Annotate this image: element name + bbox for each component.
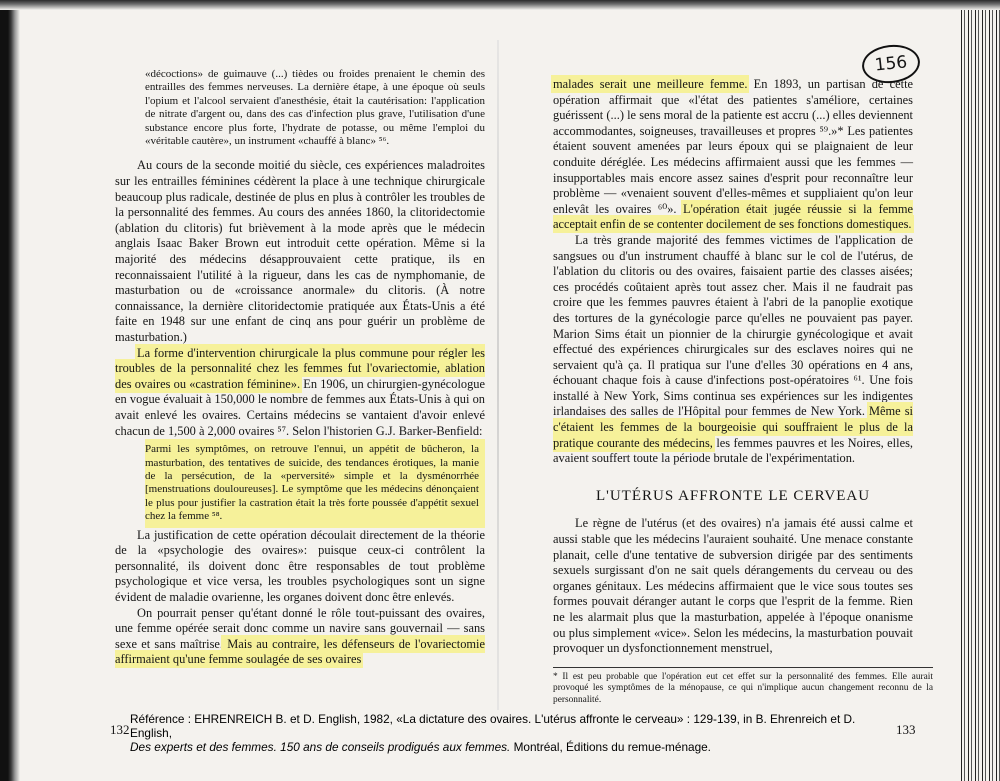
- page-number-right: 133: [896, 722, 916, 737]
- paragraph-text: La très grande majorité des femmes victimes de l'application de sangsues ou d'un instrument chauffé à blanc sur le col de l'utérus, de l'ablation du clitoris ou des ovaires, faisaient partie des classes aisées; ces procédés coûtaient après tout assez cher. Mais il ne faudrait pas croire que les femmes pauvres étaient à l'abri de la panoplie exotique des tortures de la gynécologie parce qu'elles ne pouvaient pas payer. Marion Sims était un pionnier de la chirurgie gynécologique et avait effectué des expériences chirurgicales sur des esclaves noires qui ne servaient qu'à ça. Il pratiqua sur l'une d'elles 30 opérations en 4 ans, échouant chaque fois à cause d'infections post-opératoires ⁶¹. Une fois installé à New York, Sims continua ses expériences sur les indigentes irlandaises des salles de l'Hôpital pour femmes de New York.: [553, 232, 913, 419]
- reference-book-title: Des experts et des femmes. 150 ans de conseils prodigués aux femmes.: [130, 740, 511, 754]
- paragraph-text: En 1893, un partisan de cette opération affirmait que «l'état des patientes s'améliore, certaines guérissent (...) le sens moral de la patiente est accru (...) elles deviennent accommodantes, soigneuses, travailleuses et propres ⁵⁹.»* Les patientes étaient souvent amenées par leurs époux qui se plaignaient de leur conduite déréglée. Les médecins affirmaient aussi que les femmes — insupportables mais encore assez saines d'esprit pour reconnaître leur problème — «venaient souvent d'elles-mêmes et suppliaient qu'on leur enlevât les ovaires ⁶⁰».: [553, 77, 914, 216]
- handwritten-page-note: 156: [860, 42, 922, 86]
- paragraph: Au cours de la seconde moitié du siècle, ces expériences maladroites sur les entrailles féminines cédèrent la place à une technique chirurgicale beaucoup plus radicale, destinée de plus en plus à contrôler les troubles de la personnalité des femmes. Au cours des années 1860, la clitoridectomie (ablation du clitoris) fut brièvement à la mode après que le médecin anglais Isaac Baker Brown eut introduit cette opération. Même si la majorité des médecins désapprouvaient cette pratique, ils en reconnaissaient l'utilité à la rigueur, dans les cas de nymphomanie, de masturbation ou de «croissance anormale» du clitoris. (À notre connaissance, la dernière clitoridectomie pratiquée aux États-Unis a été faite en 1948 sur une enfant de cinq ans pour guérir un problème de masturbation.): [115, 158, 485, 344]
- paragraph-text: les femmes pauvres et les Noires, elles, avaient souffert toute la période brutale de l'expérimentation.: [553, 435, 913, 466]
- reference-citation: [130, 712, 870, 754]
- footnote-text: * Il est peu probable que l'opération eut cet effet sur la personnalité des femmes. Elle aurait provoqué les symptômes de la ménopause, ce qui n'implique aucun changement reconnu de la personnalité.: [553, 671, 933, 705]
- paragraph: [115, 606, 485, 668]
- highlighted-text: La forme d'intervention chirurgicale la plus commune pour régler les troubles de la personnalité chez les femmes fut l'ovariectomie, ablation des ovaires ou «castration féminine».: [115, 345, 485, 391]
- reference-line-2: [130, 740, 870, 754]
- paragraph: [553, 77, 913, 233]
- scan-top-edge: [0, 0, 1000, 10]
- scan-right-edge: [958, 0, 1000, 781]
- reference-line-1: Référence : EHRENREICH B. et D. English, 1982, «La dictature des ovaires. L'utérus affronte le cerveau» : 129-139, in B. Ehrenreich et D. English,: [130, 712, 856, 740]
- highlighted-text: Mais au contraire, les défenseurs de l'ovariectomie affirmaient qu'une femme soulagée de ses ovaires: [115, 636, 485, 667]
- paragraph: Le règne de l'utérus (et des ovaires) n'a jamais été aussi calme et aussi stable que les médecins l'auraient souhaité. Une menace constante planait, celle d'une tentative de subversion dirigée par des sentiments sexuels surgissant d'on ne sait quels dérangements du cerveau ou des organes génitaux. Les médecins affirmaient que le vice sous toutes ses formes pouvait déranger autant le corps que l'esprit de la femme. Rien ne les alarmait plus que la masturbation, appelée à l'époque onanisme ou plus simplement «vice». Selon les médecins, la masturbation pouvait provoquer un dysfonctionnement menstruel,: [553, 516, 913, 656]
- page-gutter: [497, 40, 499, 710]
- left-page-column: [115, 68, 485, 668]
- paragraph-text: En 1906, un chirurgien-gynécologue en vogue évaluait à 150,000 le nombre de femmes aux États-Unis à qui on avait enlevé les ovaires. Certains médecins se vantaient d'avoir enlevé chacun de 1,500 à 2,000 ovaires ⁵⁷. Selon l'historien G.J. Barker-Benfield:: [115, 376, 485, 438]
- highlighted-text: Même si c'étaient les femmes de la bourgeoisie qui souffraient le plus de la pratique courante des médecins,: [553, 404, 913, 450]
- highlighted-quote-block: Parmi les symptômes, on retrouve l'ennui, un appétit de bûcheron, la masturbation, des tentatives de suicide, des tendances érotiques, la manie de la persécution, de la «perversité» simple et la dysménorrhée [menstruations douloureuses]. Le symptôme que les médecins dénonçaient le plus pour justifier la castration était la très forte poussée d'appétit sexuel chez la femme ⁵⁸.: [145, 439, 485, 527]
- right-page-column: [553, 77, 933, 707]
- scan-left-edge: [0, 0, 20, 781]
- section-heading: L'UTÉRUS AFFRONTE LE CERVEAU: [595, 487, 871, 504]
- footnote: [553, 667, 933, 707]
- quote-block-top: «décoctions» de guimauve (...) tièdes ou froides prenaient le chemin des entrailles des femmes nerveuses. La dernière étape, à une époque où seuls l'opium et l'alcool servaient d'anesthésie, était la cautérisation: l'application de nitrate d'argent ou, dans des cas d'infection plus grave, l'utilisation d'une substance encore plus forte, l'hydrate de potasse, ou même l'emploi du «véritable cautère», un instrument «chauffé à blanc» ⁵⁶.: [145, 68, 485, 148]
- paragraph-text: On pourrait penser qu'étant donné le rôle tout-puissant des ovaires, une femme opérée serait donc comme un navire sans gouvernail — sans sexe et sans maîtrise.: [115, 605, 485, 651]
- page-number-left: 132: [110, 722, 130, 737]
- highlighted-text: L'opération était jugée réussie si la femme acceptait enfin de se contenter docilement de ses fonctions domestiques.: [553, 201, 913, 232]
- highlighted-text: malades serait une meilleure femme.: [553, 77, 748, 91]
- paragraph: [553, 233, 913, 467]
- paragraph: La justification de cette opération découlait directement de la théorie de la «psychologie des ovaires»: puisque ceux-ci contrôlent la personnalité, ils doivent donc être responsables de tout problème psychologique et vice versa, les troubles psychologiques sont un signe évident de maladie ovarienne, les organes doivent donc être enlevés.: [115, 527, 485, 604]
- paragraph: [115, 346, 485, 440]
- reference-publisher: Montréal, Éditions du remue-ménage.: [510, 740, 711, 754]
